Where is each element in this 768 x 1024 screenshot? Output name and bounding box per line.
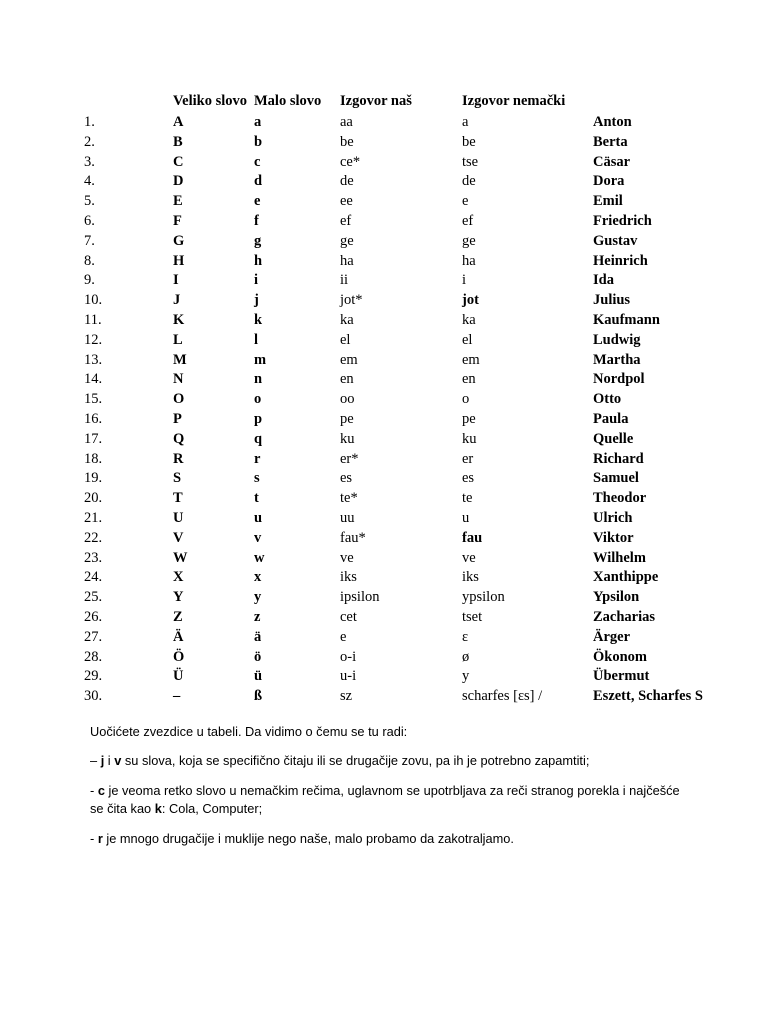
izgovor-nas-cell: ku — [340, 430, 355, 447]
izgovor-nemacki-cell: pe — [462, 410, 476, 427]
lowercase-letter: k — [254, 311, 263, 328]
uppercase-letter: T — [173, 490, 183, 507]
header-izgovor-nas: Izgovor naš — [340, 93, 412, 109]
table-row — [84, 410, 733, 430]
lowercase-letter: y — [254, 589, 262, 606]
spelling-name-cell: Ulrich — [593, 509, 633, 526]
table-row — [84, 271, 733, 291]
spelling-name-cell: Anton — [593, 114, 632, 130]
uppercase-letter: G — [173, 232, 185, 249]
notes-section — [90, 723, 690, 860]
izgovor-nemacki-cell: ka — [462, 311, 476, 328]
spelling-name-cell: Kaufmann — [593, 311, 660, 328]
izgovor-nas-cell: cet — [340, 608, 357, 625]
row-number: 21. — [84, 509, 103, 526]
table-row — [84, 172, 733, 192]
uppercase-letter: W — [173, 549, 188, 566]
row-number: 9. — [84, 272, 95, 289]
izgovor-nemacki-cell: fau — [462, 529, 483, 546]
uppercase-letter: F — [173, 212, 182, 229]
uppercase-letter: E — [173, 193, 183, 210]
lowercase-letter: o — [254, 391, 262, 408]
note-j-v-prefix: – — [90, 753, 101, 768]
lowercase-letter: l — [254, 331, 259, 348]
spelling-name-cell: Paula — [593, 410, 629, 427]
izgovor-nas-cell: be — [340, 133, 354, 150]
table-row — [84, 232, 733, 252]
uppercase-letter: N — [173, 371, 184, 388]
table-row — [84, 687, 733, 707]
lowercase-letter: p — [254, 410, 263, 427]
lowercase-letter: d — [254, 173, 263, 190]
izgovor-nemacki-cell: er — [462, 450, 474, 467]
table-row — [84, 133, 733, 153]
uppercase-letter: Z — [173, 608, 183, 625]
spelling-name-cell: Nordpol — [593, 371, 645, 388]
izgovor-nemacki-cell: ku — [462, 430, 477, 447]
row-number: 4. — [84, 173, 95, 190]
row-number: 16. — [84, 410, 103, 427]
lowercase-letter: ö — [254, 648, 262, 665]
spelling-name-cell: Otto — [593, 391, 622, 408]
lowercase-letter: n — [254, 371, 263, 388]
row-number: 30. — [84, 688, 103, 705]
lowercase-letter: w — [254, 549, 265, 566]
izgovor-nemacki-cell: ef — [462, 212, 474, 229]
spelling-name-cell: Dora — [593, 173, 625, 190]
uppercase-letter: L — [173, 331, 183, 348]
uppercase-letter: M — [173, 351, 187, 368]
row-number: 12. — [84, 331, 103, 348]
table-row — [84, 667, 733, 687]
row-number: 29. — [84, 668, 103, 685]
spelling-name-cell: Quelle — [593, 430, 634, 447]
lowercase-letter: ä — [254, 628, 262, 645]
table-header-row — [84, 92, 733, 113]
uppercase-letter: I — [173, 272, 179, 289]
izgovor-nas-cell: ce* — [340, 153, 361, 170]
izgovor-nas-cell: pe — [340, 410, 354, 427]
row-number: 22. — [84, 529, 103, 546]
row-number: 17. — [84, 430, 103, 447]
note-r-prefix: - — [90, 831, 98, 846]
lowercase-letter: e — [254, 193, 261, 210]
izgovor-nemacki-cell: tse — [462, 153, 479, 170]
header-lower: Malo slovo — [254, 93, 322, 109]
uppercase-letter: D — [173, 173, 184, 190]
row-number: 11. — [84, 311, 102, 328]
izgovor-nemacki-cell: iks — [462, 569, 479, 586]
izgovor-nemacki-cell: te — [462, 490, 473, 507]
uppercase-letter: A — [173, 114, 184, 130]
lowercase-letter: s — [254, 470, 260, 487]
spelling-name-cell: Martha — [593, 351, 641, 368]
table-row — [84, 549, 733, 569]
uppercase-letter: Ä — [173, 628, 184, 645]
uppercase-letter: B — [173, 133, 183, 150]
izgovor-nas-cell: ha — [340, 252, 354, 269]
lowercase-letter: u — [254, 509, 263, 526]
spelling-name-cell: Julius — [593, 292, 631, 309]
uppercase-letter: Ö — [173, 648, 185, 665]
table-row — [84, 331, 733, 351]
spelling-name-cell: Heinrich — [593, 252, 648, 269]
table-row — [84, 311, 733, 331]
lowercase-letter: ü — [254, 668, 263, 685]
lowercase-letter: v — [254, 529, 262, 546]
lowercase-letter: j — [254, 292, 259, 309]
izgovor-nas-cell: ge — [340, 232, 354, 249]
row-number: 19. — [84, 470, 103, 487]
row-number: 8. — [84, 252, 95, 269]
uppercase-letter: H — [173, 252, 185, 269]
spelling-name-cell: Richard — [593, 450, 644, 467]
uppercase-letter: C — [173, 153, 184, 170]
spelling-name-cell: Gustav — [593, 232, 638, 249]
izgovor-nemacki-cell: a — [462, 114, 469, 130]
spelling-name-cell: Berta — [593, 133, 628, 150]
spelling-name-cell: Eszett, Scharfes S — [593, 688, 703, 705]
row-number: 20. — [84, 490, 103, 507]
row-number: 27. — [84, 628, 103, 645]
izgovor-nemacki-cell: de — [462, 173, 476, 190]
table-row — [84, 628, 733, 648]
row-number: 2. — [84, 133, 95, 150]
izgovor-nemacki-cell: ve — [462, 549, 476, 566]
izgovor-nas-cell: oo — [340, 391, 355, 408]
row-number: 10. — [84, 292, 103, 309]
header-upper: Veliko slovo — [173, 93, 247, 109]
lowercase-letter: g — [254, 232, 262, 249]
izgovor-nemacki-cell: o — [462, 391, 470, 408]
izgovor-nemacki-cell: ø — [462, 648, 470, 665]
row-number: 14. — [84, 371, 103, 388]
table-row — [84, 489, 733, 509]
table-row — [84, 568, 733, 588]
spelling-name-cell: Zacharias — [593, 608, 656, 625]
lowercase-letter: a — [254, 114, 262, 130]
lowercase-letter: r — [254, 450, 261, 467]
note-c-prefix: - — [90, 783, 98, 798]
lowercase-letter: z — [254, 608, 261, 625]
uppercase-letter: P — [173, 410, 182, 427]
note-c — [90, 782, 690, 818]
note-j-letter: j — [100, 753, 105, 768]
spelling-name-cell: Emil — [593, 193, 623, 210]
izgovor-nemacki-cell: scharfes [ɛs] / — [462, 688, 543, 705]
table-row — [84, 588, 733, 608]
spelling-name-cell: Xanthippe — [593, 569, 659, 586]
izgovor-nemacki-cell: tset — [462, 608, 483, 625]
table-row — [84, 509, 733, 529]
table-row — [84, 469, 733, 489]
note-r — [90, 830, 690, 848]
note-j-v-text: su slova, koja se specifično čitaju ili se drugačije zovu, pa ih je potrebno zapamtiti; — [121, 753, 590, 768]
izgovor-nemacki-cell: jot — [462, 292, 479, 309]
uppercase-letter: – — [173, 688, 181, 705]
table-row — [84, 192, 733, 212]
uppercase-letter: K — [173, 311, 185, 328]
lowercase-letter: x — [254, 569, 262, 586]
uppercase-letter: S — [173, 470, 182, 487]
table-row — [84, 450, 733, 470]
izgovor-nemacki-cell: em — [462, 351, 480, 368]
note-c-letter: c — [97, 783, 105, 798]
izgovor-nas-cell: de — [340, 173, 354, 190]
izgovor-nas-cell: ipsilon — [340, 589, 380, 606]
izgovor-nemacki-cell: ge — [462, 232, 476, 249]
izgovor-nemacki-cell: ɛ — [462, 628, 469, 645]
spelling-name-cell: Theodor — [593, 490, 647, 507]
note-c-tail: : Cola, Computer; — [161, 801, 263, 816]
izgovor-nas-cell: ve — [340, 549, 354, 566]
table-row — [84, 430, 733, 450]
spelling-name-cell: Samuel — [593, 470, 639, 487]
row-number: 3. — [84, 153, 95, 170]
lowercase-letter: t — [254, 490, 259, 507]
izgovor-nas-cell: ii — [340, 272, 349, 289]
lowercase-letter: m — [254, 351, 267, 368]
izgovor-nemacki-cell: y — [462, 668, 470, 685]
header-num — [84, 92, 173, 113]
row-number: 24. — [84, 569, 103, 586]
row-number: 7. — [84, 232, 95, 249]
izgovor-nas-cell: ef — [340, 212, 352, 229]
izgovor-nas-cell: fau* — [340, 529, 366, 546]
izgovor-nas-cell: sz — [340, 688, 353, 705]
row-number: 23. — [84, 549, 103, 566]
row-number: 13. — [84, 351, 103, 368]
izgovor-nemacki-cell: ypsilon — [462, 589, 505, 606]
izgovor-nemacki-cell: be — [462, 133, 476, 150]
table-row — [84, 370, 733, 390]
izgovor-nemacki-cell: u — [462, 509, 470, 526]
row-number: 5. — [84, 193, 95, 210]
izgovor-nas-cell: iks — [340, 569, 357, 586]
spelling-name-cell: Ida — [593, 272, 614, 289]
izgovor-nas-cell: en — [340, 371, 354, 388]
table-row — [84, 252, 733, 272]
table-row — [84, 529, 733, 549]
izgovor-nas-cell: ee — [340, 193, 353, 210]
uppercase-letter: X — [173, 569, 184, 586]
row-number: 18. — [84, 450, 103, 467]
row-number: 15. — [84, 391, 103, 408]
table-row — [84, 212, 733, 232]
spelling-name-cell: Übermut — [593, 668, 650, 685]
uppercase-letter: J — [173, 292, 181, 309]
uppercase-letter: O — [173, 391, 185, 408]
izgovor-nas-cell: u-i — [340, 668, 357, 685]
spelling-name-cell: Ärger — [593, 628, 631, 645]
uppercase-letter: R — [173, 450, 184, 467]
alphabet-table — [84, 92, 733, 707]
spelling-name-cell: Viktor — [593, 529, 634, 546]
lowercase-letter: ß — [254, 688, 263, 705]
row-number: 25. — [84, 589, 103, 606]
table-row — [84, 648, 733, 668]
izgovor-nemacki-cell: i — [462, 272, 467, 289]
uppercase-letter: Y — [173, 589, 184, 606]
izgovor-nas-cell: ka — [340, 311, 354, 328]
note-k-letter: k — [154, 801, 162, 816]
table-row — [84, 113, 733, 133]
spelling-name-cell: Cäsar — [593, 153, 631, 170]
lowercase-letter: c — [254, 153, 261, 170]
izgovor-nemacki-cell: en — [462, 371, 476, 388]
uppercase-letter: V — [173, 529, 184, 546]
izgovor-nemacki-cell: ha — [462, 252, 476, 269]
header-izgovor-nemacki: Izgovor nemački — [462, 93, 566, 109]
spelling-name-cell: Ypsilon — [593, 589, 640, 606]
table-row — [84, 390, 733, 410]
izgovor-nas-cell: el — [340, 331, 351, 348]
izgovor-nemacki-cell: es — [462, 470, 475, 487]
table-row — [84, 608, 733, 628]
lowercase-letter: q — [254, 430, 263, 447]
note-v-letter: v — [114, 753, 122, 768]
izgovor-nas-cell: jot* — [340, 292, 363, 309]
alphabet-table-body — [84, 113, 733, 707]
lowercase-letter: b — [254, 133, 263, 150]
table-row — [84, 351, 733, 371]
izgovor-nas-cell: e — [340, 628, 347, 645]
spelling-name-cell: Wilhelm — [593, 549, 646, 566]
spelling-name-cell: Ludwig — [593, 331, 641, 348]
uppercase-letter: U — [173, 509, 184, 526]
row-number: 1. — [84, 114, 95, 130]
izgovor-nemacki-cell: e — [462, 193, 469, 210]
lowercase-letter: f — [254, 212, 259, 229]
lowercase-letter: i — [254, 272, 259, 289]
lowercase-letter: h — [254, 252, 263, 269]
spelling-name-cell: Ökonom — [593, 648, 647, 665]
uppercase-letter: Ü — [173, 668, 184, 685]
izgovor-nas-cell: es — [340, 470, 353, 487]
izgovor-nas-cell: em — [340, 351, 358, 368]
izgovor-nas-cell: o-i — [340, 648, 357, 665]
izgovor-nemacki-cell: el — [462, 331, 473, 348]
row-number: 6. — [84, 212, 95, 229]
row-number: 28. — [84, 648, 103, 665]
header-name — [593, 92, 733, 113]
note-j-v-mid: i — [104, 753, 115, 768]
note-c-text: je veoma retko slovo u nemačkim rečima, uglavnom se upotrbljava za reči stranog porekla i najčešće se čita kao — [90, 783, 680, 816]
table-row — [84, 291, 733, 311]
uppercase-letter: Q — [173, 430, 185, 447]
row-number: 26. — [84, 608, 103, 625]
note-r-letter: r — [97, 831, 103, 846]
izgovor-nas-cell: te* — [340, 490, 358, 507]
izgovor-nas-cell: er* — [340, 450, 359, 467]
spelling-name-cell: Friedrich — [593, 212, 652, 229]
notes-intro: Uočićete zvezdice u tabeli. Da vidimo o čemu se tu radi: — [90, 724, 408, 739]
note-r-text: je mnogo drugačije i muklije nego naše, malo probamo da zakotraljamo. — [102, 831, 514, 846]
izgovor-nas-cell: aa — [340, 114, 353, 130]
izgovor-nas-cell: uu — [340, 509, 355, 526]
table-row — [84, 153, 733, 173]
note-j-v — [90, 752, 690, 770]
